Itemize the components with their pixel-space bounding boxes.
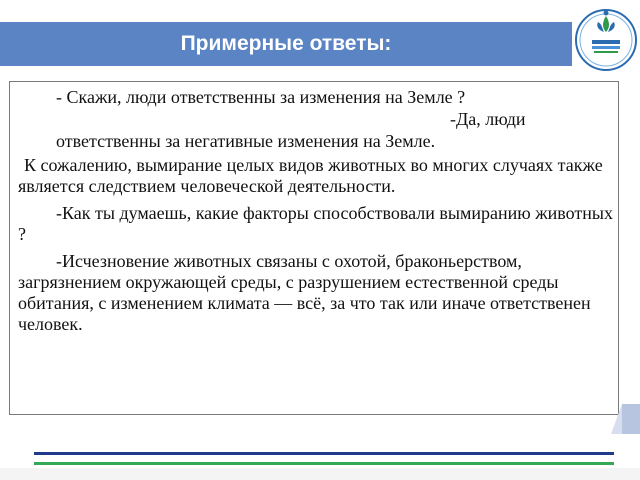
school-logo-icon <box>574 2 638 74</box>
question-1-text: - Скажи, люди ответственны за изменения на Земле ? <box>56 87 466 107</box>
footer-blue-line <box>34 452 614 455</box>
bottom-strip <box>0 468 640 480</box>
answers-content-box <box>9 81 619 415</box>
corner-fold-decoration <box>611 404 622 434</box>
question-2-text: -Как ты думаешь, какие факторы способствовали вымиранию животных ? <box>18 203 613 244</box>
statement-text: К сожалению, вымирание целых видов животных во многих случаях также является следствием человеческой деятельности. <box>18 155 603 196</box>
corner-tab-decoration <box>622 404 640 434</box>
answer-2-text: -Исчезновение животных связаны с охотой, браконьерством, загрязнением окружающей среды, с разрушением естественной среды обитания, с изменением климата — всё, за что так или иначе ответственен человек. <box>18 251 591 334</box>
answer-1-text: ответственны за негативные изменения на Земле. <box>56 131 436 151</box>
footer-green-line <box>34 462 614 465</box>
slide-title: Примерные ответы: <box>180 32 392 55</box>
header-bar <box>0 22 572 66</box>
answer-1-start-text: -Да, люди <box>450 109 526 129</box>
